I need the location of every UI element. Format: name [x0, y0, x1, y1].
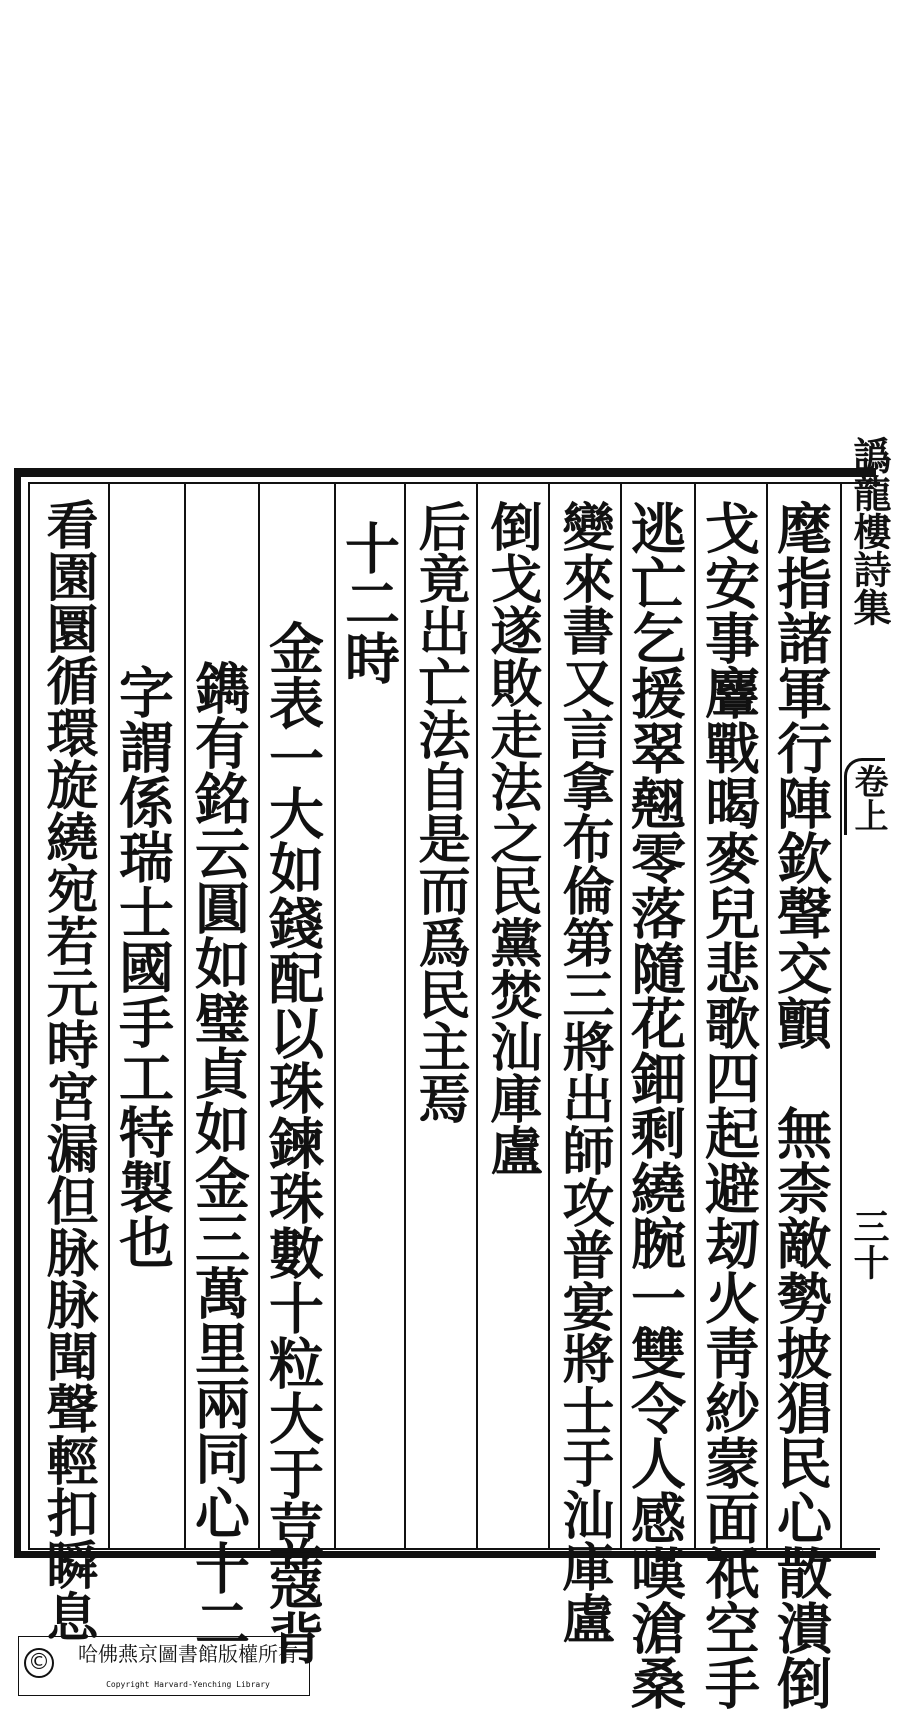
text-column-4: 變來書又言拿布倫第三將出師攻普宴將士于汕庫盧	[553, 500, 614, 1644]
book-title: 譌龍樓詩集	[847, 436, 892, 626]
text-column-11: 看園圜循環旋繞宛若元時宮漏但脉脉聞聲輕扣瞬息	[37, 498, 98, 1642]
page-heading	[842, 436, 892, 1556]
text-column-3: 逃亡乞援翠翹零落隨花鈿剩繞腕一雙令人感嘆滄桑	[622, 500, 687, 1710]
text-column-9: 鐫有銘云圓如璧貞如金三萬里兩同心十二	[186, 660, 251, 1650]
text-column-6: 后竟出亡法自是而爲民主焉	[409, 500, 470, 1124]
column-rule	[404, 484, 406, 1548]
copyright-holder-cn: 哈佛燕京圖書館版權所有	[78, 1642, 298, 1666]
poem-title: 十二時	[336, 520, 401, 685]
page-number: 三十	[848, 1208, 890, 1280]
text-column-10: 字謂係瑞士國手工特製也	[110, 664, 175, 1269]
column-rule	[548, 484, 550, 1548]
text-column-5: 倒戈遂敗走法之民黨焚汕庫盧	[481, 500, 542, 1176]
column-rule	[476, 484, 478, 1548]
copyright-symbol: ©	[24, 1648, 54, 1678]
text-column-2: 戈安事麞戰暍麥兒悲歌四起避刼火靑紗蒙面祇空手	[696, 500, 761, 1710]
volume-label: 卷上	[848, 764, 888, 832]
copyright-holder-en: Copyright Harvard-Yenching Library	[106, 1680, 270, 1689]
text-column-8: 金表一大如錢配以珠鍊珠數十粒大于荳蔻背	[260, 620, 325, 1665]
text-column-1: 麾指諸軍行陣欽聲交顫 無柰敵勢披猖民心散潰倒	[768, 500, 833, 1710]
